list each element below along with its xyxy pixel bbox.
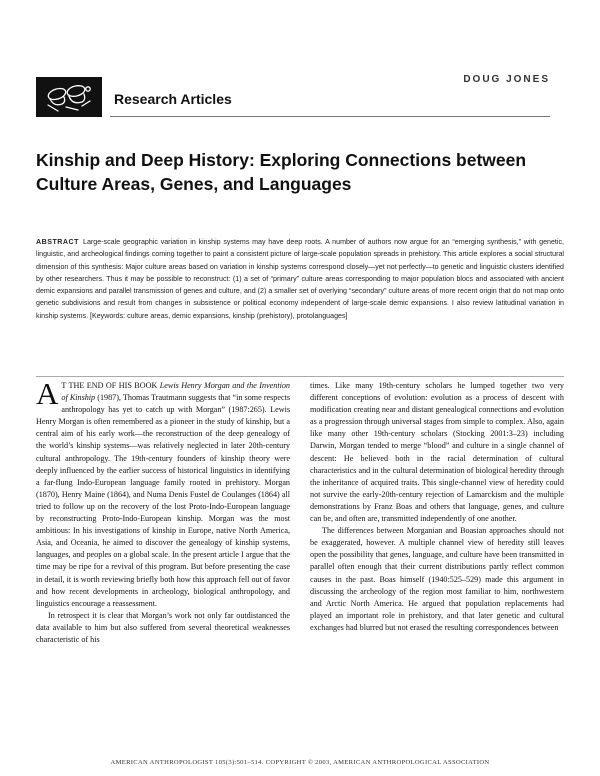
author-name: DOUG JONES — [463, 74, 550, 85]
page-footer-citation: AMERICAN ANTHROPOLOGIST 105(3):501–514. COPYRIGHT © 2003, AMERICAN ANTHROPOLOGICAL ASSOCIATION — [110, 759, 490, 766]
body-paragraph — [36, 376, 291, 610]
abstract-divider — [36, 376, 564, 377]
body-paragraph: In retrospect it is clear that Morgan’s work not only far outdistanced the data available to him but also suffered from several theoretical weaknesses characteristic of his — [36, 610, 290, 644]
drop-cap: A — [36, 376, 59, 411]
body-paragraph: times. Like many 19th-century scholars he lumped together two very different conceptions of evolution: evolution as a process of descent with modification creating near and distant genealogical connections and evolution as a progression through universal stages from simple to complex. Also, again like many other 19th-century scholars (Stocking 2001:3–23) including Darwin, Morgan tended to merge “blood” and culture in a single channel of descent: He believed both in the racial determination of cultural characteristics and in the cultural determination of biological heredity through the inheritance of acquired traits. This single-channel view of heredity could not survive the early-20th-century rejection of Lamarckism and the multiple demonstrations by Franz Boas and others that language, genes, and culture can be, and often are, transmitted independently of one another. — [310, 381, 564, 524]
section-label: Research Articles — [114, 91, 232, 107]
abstract-text: Large-scale geographic variation in kinship systems may have deep roots. A number of authors now argue for an “emerging synthesis,” with genetic, linguistic, and archeological findings coming together to paint a consistent picture of large-scale population spreads in prehistory. This article explores a social structural dimension of this synthesis: Major culture areas based on variation in kinship systems correspond closely—yet not perfectly—to genetic and linguistic clusters identified by other researchers. Thus it may be possible to reconstruct: (1) a set of “primary” culture areas corresponding to major population blocs and associated with ancient demic expansions and parallel transmission of genes and culture, and (2) a smaller set of overlying “secondary” culture areas of more recent origin that do not map onto genetic subdivisions and result from changes in subsistence or political economy independent of large-scale demic expansions. I also review latitudinal variation in kinship systems. [Keywords: culture areas, demic expansions, kinship (prehistory), protolanguages] — [36, 238, 564, 320]
body-column-left — [36, 376, 291, 646]
abstract-label: ABSTRACT — [36, 238, 80, 246]
paragraph-text: (1987), Thomas Trautmann suggests that “in some respects anthropology has yet to catch up with Morgan” (1987:265). Lewis Henry Morgan is often remembered as a pioneer in the study of kinship, but a central aim of his early work—the reconstruction of the deep genealogy of the world’s kinship systems—was relatively neglected in later 20th-century cultural anthropology. The 19th-century founders of kinship theory were deeply influenced by the earlier success of historical linguistics in identifying a far-flung Indo-European language family rooted in prehistory. Morgan (1870), Henry Maine (1864), and Numa Denis Fustel de Coulanges (1864) all tried to follow up on the recovery of the lost Proto-Indo-European language by reconstructing Proto-Indo-European kinship. Morgan was the most ambitious: In his investigations of kinship in Europe, native North America, Asia, and Oceania, he aimed to discover the genealogy of kinship systems, languages, and peoples on a global scale. In the present article I argue that the time may be ripe for a revival of this program. But before presenting the case in detail, it is worth reviewing briefly both how this approach fell out of favor and how recent developments in archeology, biological anthropology, and linguistics encourage a reassessment. — [36, 393, 291, 608]
body-column-right — [310, 380, 564, 634]
body-paragraph: The differences between Morganian and Boasian approaches should not be exaggerated, however. A multiple channel view of heredity still leaves open the possibility that genes, language, and culture have been transmitted in parallel often enough that their current distributions partly reflect common causes in the past. Boas himself (1940:525–529) made this argument in discussing the archeology of the region most familiar to him, northwestern and Arctic North America. He argued that population replacements had played an important role in prehistory, and that later genetic and cultural exchanges had blurred but not erased the resulting correspondences between — [310, 526, 564, 632]
book-title: Lewis Henry Morgan and the Invention of Kinship — [61, 381, 290, 403]
abstract — [36, 236, 564, 322]
figures-logo-icon — [36, 77, 102, 117]
article-title: Kinship and Deep History: Exploring Connections between Culture Areas, Genes, and Languages — [36, 150, 527, 194]
header-rule — [110, 116, 550, 117]
lead-caps: T THE END OF HIS BOOK — [61, 381, 158, 390]
